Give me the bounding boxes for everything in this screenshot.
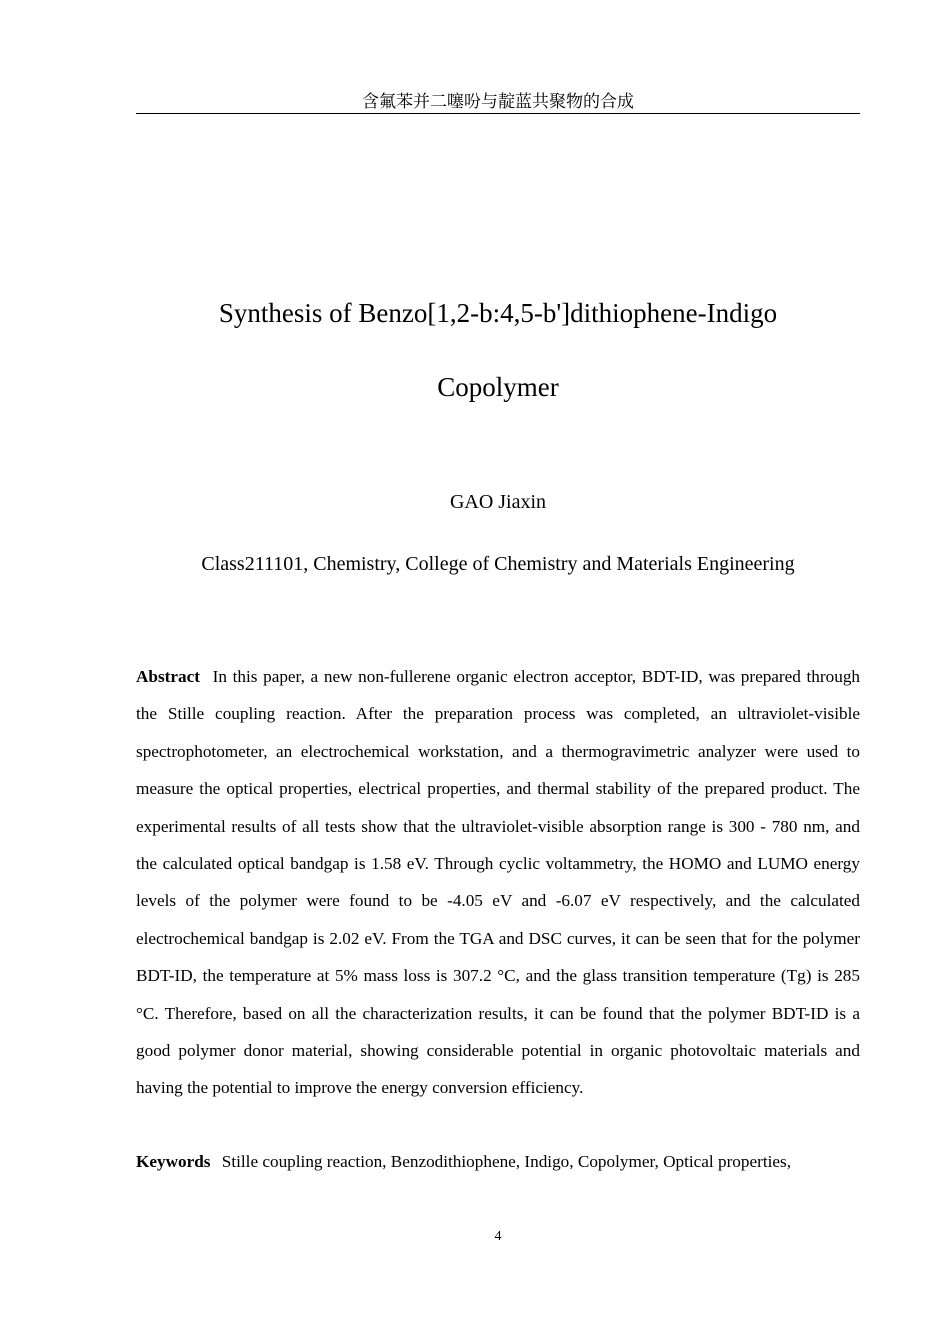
author-affiliation: Class211101, Chemistry, College of Chemistry and Materials Engineering <box>201 553 795 575</box>
abstract-label: Abstract <box>136 667 200 686</box>
running-header: 含氟苯并二噻吩与靛蓝共聚物的合成 <box>362 92 634 112</box>
abstract-text: In this paper, a new non-fullerene organic electron acceptor, BDT-ID, was prepared through the Stille coupling reaction. After the preparation process was completed, an ultraviolet-visible spectrophotometer, an electrochemical workstation, and a thermogravimetric analyzer were used to measure the optical properties, electrical properties, and thermal stability of the prepared product. The experimental results of all tests show that the ultraviolet-visible absorption range is 300 - 780 nm, and the calculated optical bandgap is 1.58 eV. Through cyclic voltammetry, the HOMO and LUMO energy levels of the polymer were found to be -4.05 eV and -6.07 eV respectively, and the calculated electrochemical bandgap is 2.02 eV. From the TGA and DSC curves, it can be seen that for the polymer BDT-ID, the temperature at 5% mass loss is 307.2 °C, and the glass transition temperature (Tg) is 285 °C. Therefore, based on all the characterization results, it can be found that the polymer BDT-ID is a good polymer donor material, showing considerable potential in organic photovoltaic materials and having the potential to improve the energy conversion efficiency. <box>136 667 861 1098</box>
paper-title-line-2: Copolymer <box>437 372 559 402</box>
page-number: 4 <box>494 1229 502 1244</box>
abstract-paragraph <box>136 658 860 1107</box>
keywords-paragraph <box>136 1143 860 1180</box>
header-rule <box>136 113 860 114</box>
keywords-label: Keywords <box>136 1152 211 1171</box>
keywords-text: Stille coupling reaction, Benzodithiophene, Indigo, Copolymer, Optical properties, <box>221 1152 792 1171</box>
paper-title <box>136 276 860 424</box>
paper-title-line-1: Synthesis of Benzo[1,2-b:4,5-b']dithiophene-Indigo <box>218 298 778 328</box>
author-name: GAO Jiaxin <box>449 491 547 513</box>
